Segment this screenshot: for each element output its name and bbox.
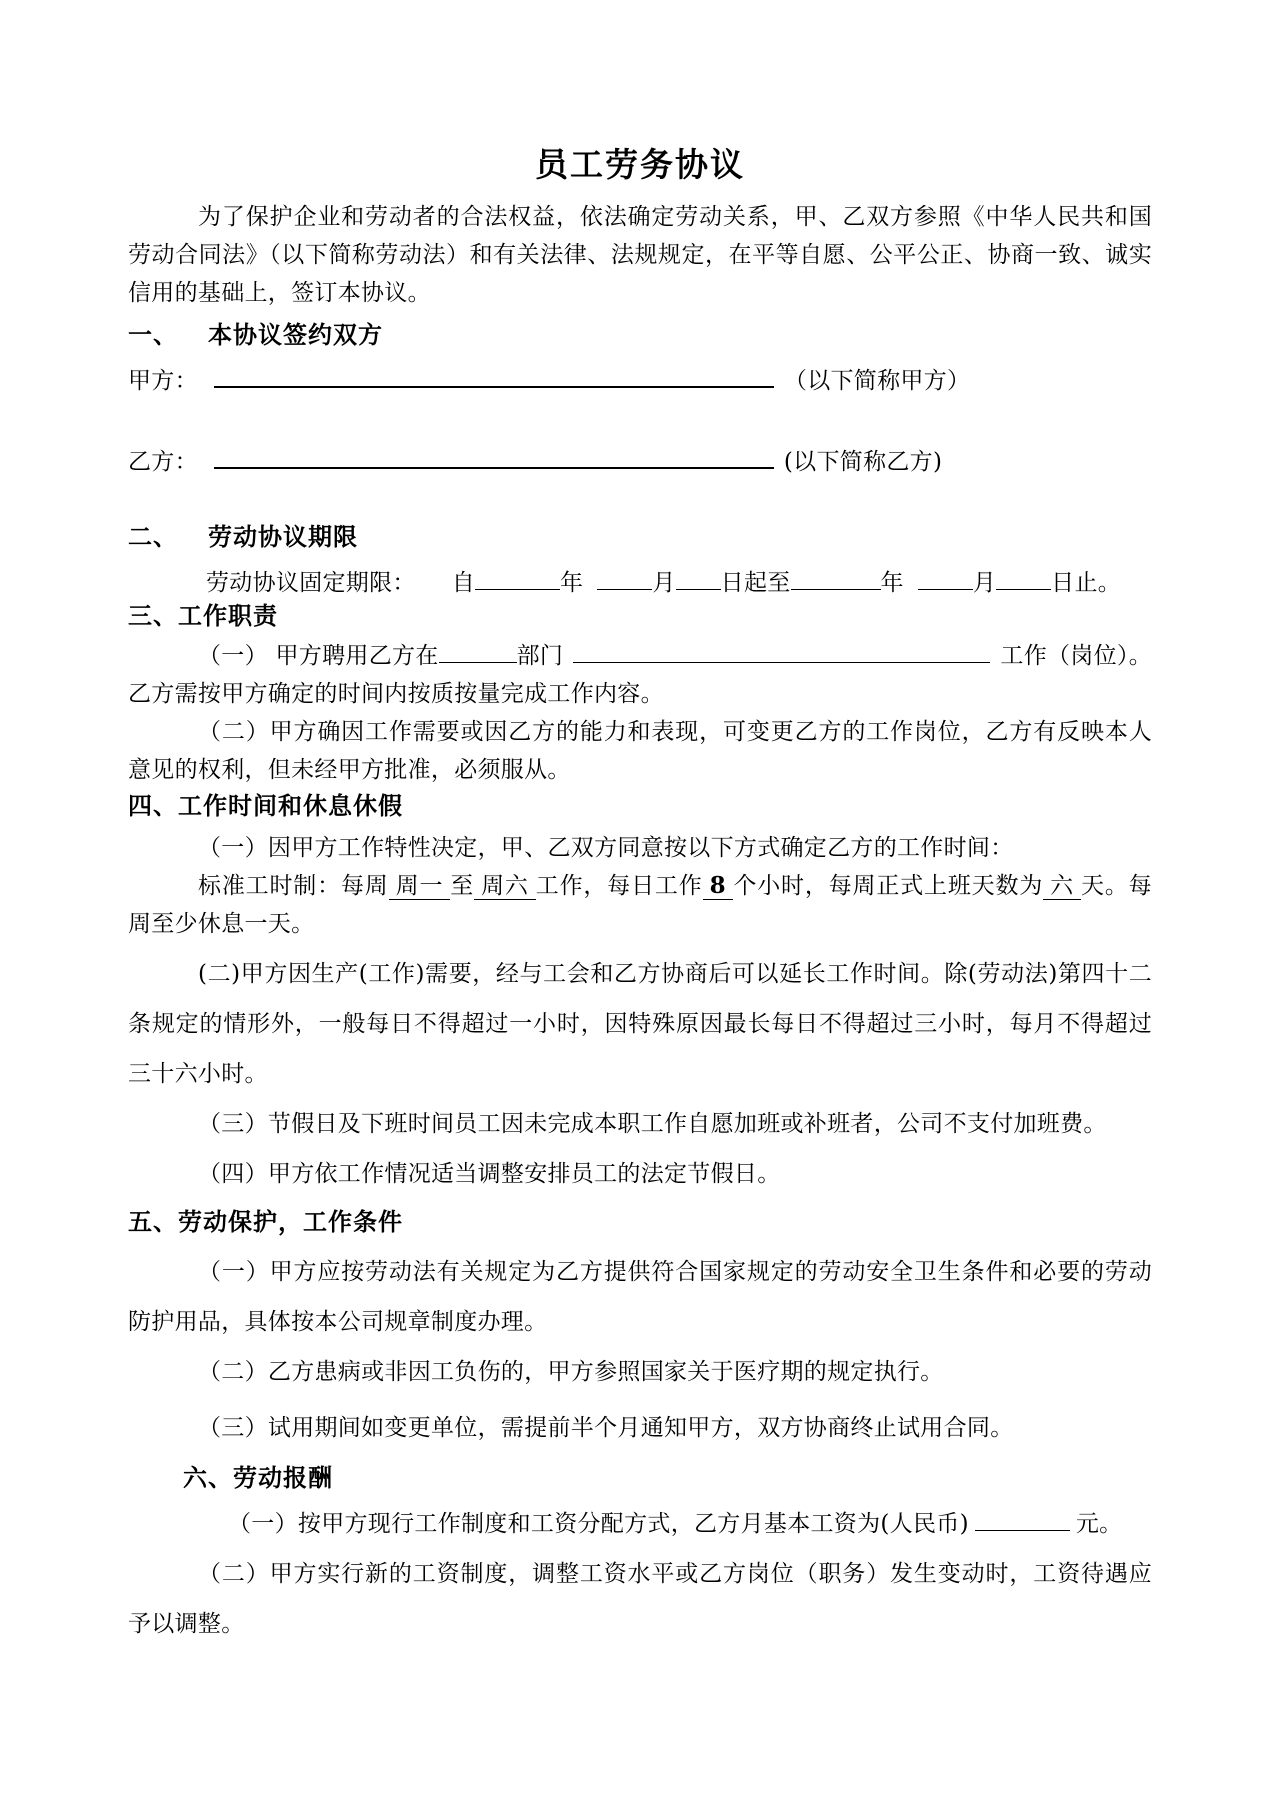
salary-unit-label: 元。 [1075, 1511, 1123, 1538]
section-four-item1: （一）因甲方工作特性决定，甲、乙双方同意按以下方式确定乙方的工作时间： [198, 835, 1014, 862]
term-year2: 年 [880, 570, 904, 597]
section-six-heading: 六、劳动报酬 [183, 1463, 333, 1493]
work-hours-text-e: 天。每周至少休息一天。 [128, 873, 1152, 938]
section-one-heading [128, 320, 1152, 350]
document-title: 员工劳务协议 [535, 145, 745, 184]
term-month1: 月 [652, 570, 676, 597]
term-from: 自 [451, 570, 476, 597]
end-year-blank [791, 566, 881, 590]
section-two-number: 二、 [128, 522, 178, 552]
section-four-item5: （四）甲方依工作情况适当调整安排员工的法定节假日。 [198, 1161, 781, 1188]
section-two-heading [128, 522, 1152, 552]
section-five-item3: （三）试用期间如变更单位，需提前半个月通知甲方，双方协商终止试用合同。 [198, 1415, 1014, 1442]
section-three-item2: （二）甲方确因工作需要或因乙方的能力和表现，可变更乙方的工作岗位，乙方有反映本人意见的权利，但未经甲方批准，必须服从。 [128, 719, 1152, 784]
party-a-label: 甲方： [128, 368, 198, 395]
weekday-start-value: 周一 [389, 873, 451, 900]
section-five-item1: （一）甲方应按劳动法有关规定为乙方提供符合国家规定的劳动安全卫生条件和必要的劳动防护用品，具体按本公司规章制度办理。 [128, 1259, 1152, 1336]
work-hours-text-c: 工作，每日工作 [535, 873, 703, 900]
work-hours-text-a: 标准工时制：每周 [198, 873, 389, 900]
term-year1: 年 [560, 570, 584, 597]
start-day-blank [676, 566, 721, 590]
start-year-blank [475, 566, 560, 590]
intro-paragraph: 为了保护企业和劳动者的合法权益，依法确定劳动关系，甲、乙双方参照《中华人民共和国劳动合同法》（以下简称劳动法）和有关法律、法规规定，在平等自愿、公平公正、协商一致、诚实信用的基础上，签订本协议。 [128, 204, 1152, 306]
section-four-item3: (二)甲方因生产(工作)需要，经与工会和乙方协商后可以延长工作时间。除(劳动法)第四十二条规定的情形外，一般每日不得超过一小时，因特殊原因最长每日不得超过三小时，每月不得超过三十六小时。 [128, 961, 1152, 1088]
section-five-item2: （二）乙方患病或非因工负伤的，甲方参照国家关于医疗期的规定执行。 [198, 1359, 944, 1386]
term-month2: 月 [972, 570, 997, 597]
term-day-to: 日止。 [1051, 570, 1122, 597]
section-one-title: 本协议签约双方 [208, 320, 383, 349]
section-two-title: 劳动协议期限 [208, 522, 358, 552]
employ-clause-tail: 工作（岗位）。 [1000, 643, 1152, 670]
party-b-row [128, 445, 1152, 476]
weekday-end-value: 周六 [474, 873, 536, 900]
section-six-item1 [128, 1499, 1152, 1549]
party-a-blank [214, 364, 774, 388]
section-four-item4: （三）节假日及下班时间员工因未完成本职工作自愿加班或补班者，公司不支付加班费。 [198, 1111, 1107, 1138]
section-three-heading: 三、工作职责 [128, 601, 278, 631]
section-four-heading: 四、工作时间和休息休假 [128, 791, 403, 821]
section-one-number: 一、 [128, 320, 178, 349]
section-four-item2 [128, 867, 1152, 943]
party-a-row [128, 364, 1152, 395]
start-month-blank [597, 566, 652, 590]
term-row [128, 566, 1152, 597]
employ-clause-lead: （一） 甲方聘用乙方在 [198, 643, 439, 670]
work-hours-text-d: 个小时，每周正式上班天数为 [732, 873, 1044, 900]
section-three-item1-row [128, 637, 1152, 675]
position-blank [573, 639, 990, 663]
department-blank [439, 639, 517, 663]
work-hours-text-b: 至 [450, 873, 475, 900]
party-a-suffix: （以下简称甲方） [783, 368, 971, 395]
section-six-item2: （二）甲方实行新的工资制度，调整工资水平或乙方岗位（职务）发生变动时，工资待遇应予以调整。 [128, 1561, 1152, 1638]
salary-clause-text: （一）按甲方现行工作制度和工资分配方式，乙方月基本工资为(人民币) [228, 1511, 969, 1538]
term-label: 劳动协议固定期限： [206, 570, 416, 597]
section-five-heading: 五、劳动保护，工作条件 [128, 1207, 403, 1237]
salary-amount-blank [975, 1507, 1070, 1531]
end-day-blank [996, 566, 1051, 590]
party-b-suffix: (以下简称乙方) [783, 449, 943, 476]
daily-hours-value: 8 [703, 872, 733, 900]
department-label: 部门 [516, 643, 564, 670]
weekly-days-value: 六 [1043, 873, 1081, 900]
party-b-label: 乙方： [128, 449, 198, 476]
party-b-blank [214, 445, 774, 469]
end-month-blank [918, 566, 973, 590]
section-three-item1-cont: 乙方需按甲方确定的时间内按质按量完成工作内容。 [128, 681, 664, 708]
term-day-from: 日起至 [720, 570, 791, 597]
